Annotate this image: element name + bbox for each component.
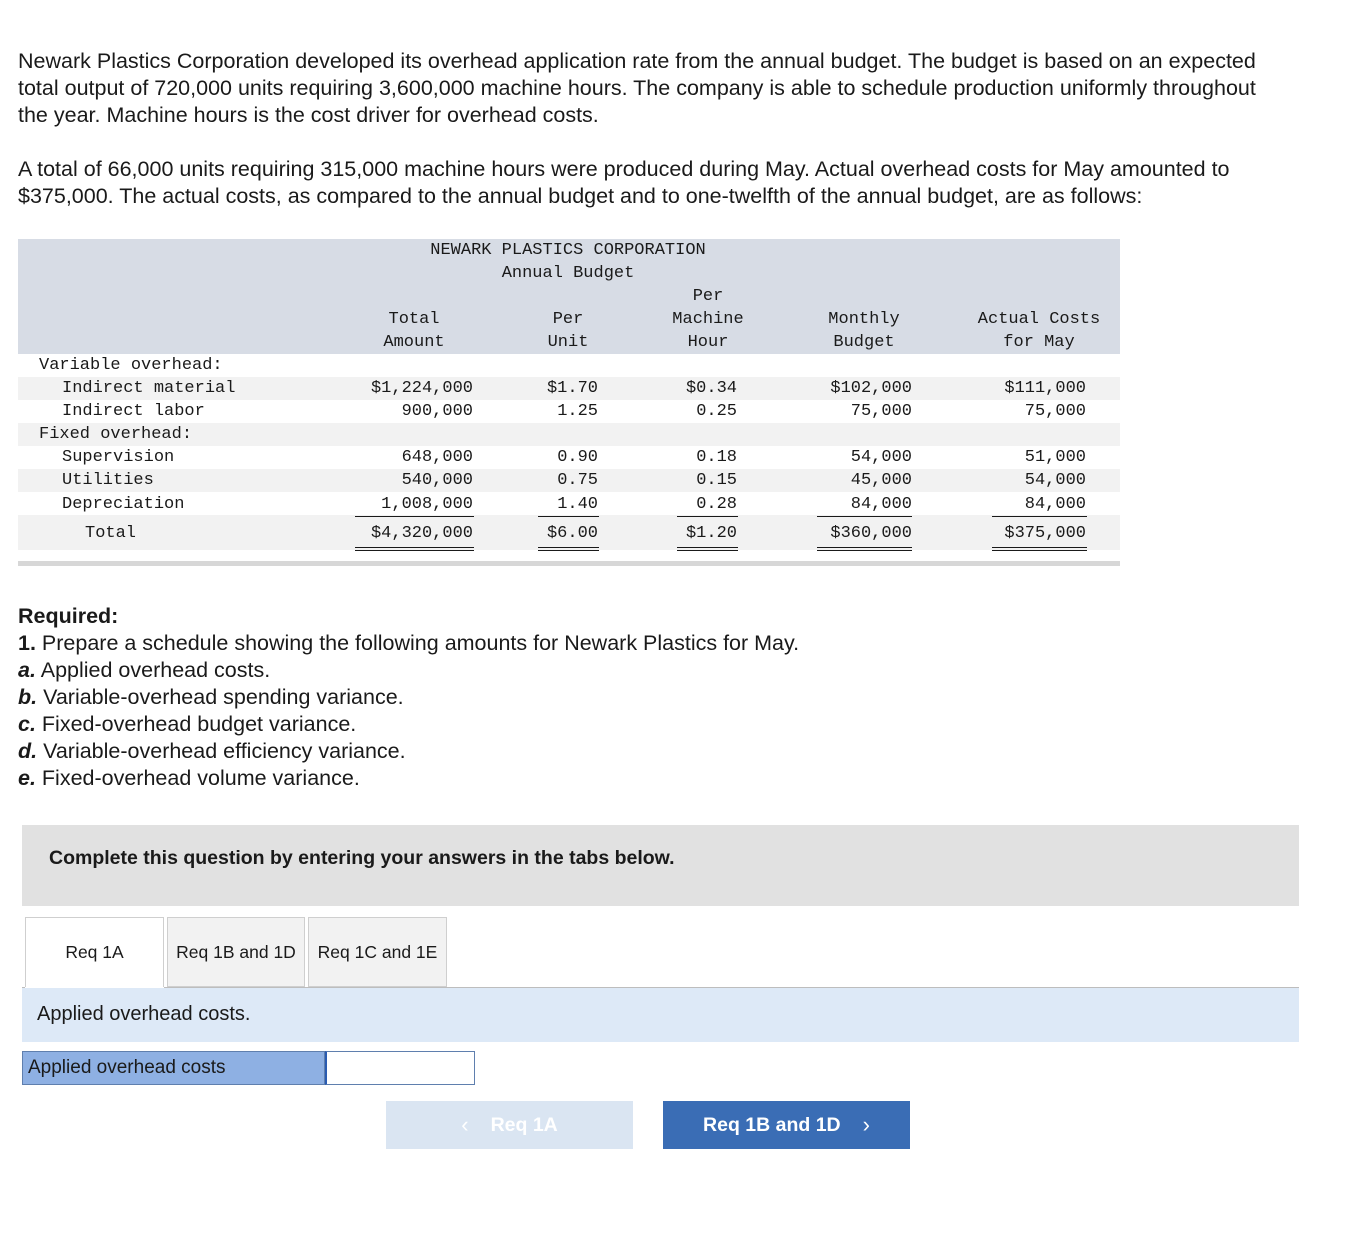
total-per-machine-hour: $1.20 (685, 524, 737, 543)
panel-heading (22, 988, 1299, 1042)
cell-per-machine-hour: 0.28 (696, 495, 737, 514)
subtotal-underline (538, 516, 599, 517)
cell-monthly-budget: 45,000 (850, 471, 912, 490)
required-heading: Required: (18, 604, 119, 628)
tab-req-1c-and-1e[interactable]: Req 1C and 1E (308, 917, 447, 987)
header-actual-costs: for May (1003, 333, 1075, 352)
cell-monthly-budget: 84,000 (850, 495, 912, 514)
header-total: Total (388, 310, 440, 329)
header-per-machine-hour: Per (692, 287, 724, 306)
header-total: Amount (383, 333, 445, 352)
intro-line: A total of 66,000 units requiring 315,000 machine hours were produced during May. Actual overhead costs for May amounted to (18, 157, 1230, 181)
cell-total: 1,008,000 (381, 495, 473, 514)
cell-per-unit: 0.90 (557, 448, 598, 467)
total-double-underline (677, 550, 738, 551)
cell-total: 900,000 (401, 402, 473, 421)
header-per-unit: Per (552, 310, 584, 329)
intro-line: Newark Plastics Corporation developed its overhead application rate from the annual budget. The budget is based on an expected (18, 49, 1256, 73)
cell-actual-costs: 51,000 (1024, 448, 1086, 467)
intro-line: $375,000. The actual costs, as compared to the annual budget and to one-twelfth of the annual budget, are as follows: (18, 184, 1143, 208)
next-button-label: Req 1B and 1D (703, 1113, 841, 1136)
next-button[interactable] (663, 1101, 910, 1149)
cell-monthly-budget: 54,000 (850, 448, 912, 467)
header-per-machine-hour: Hour (687, 333, 729, 352)
instruction-text: Complete this question by entering your answers in the tabs below. (49, 847, 675, 869)
subtotal-underline (992, 516, 1087, 517)
subtotal-underline (677, 516, 738, 517)
chevron-right-icon: › (862, 1112, 870, 1137)
cell-actual-costs: 84,000 (1024, 495, 1086, 514)
total-amount: $4,320,000 (370, 524, 473, 543)
budget-subtitle: Annual Budget (501, 264, 635, 283)
cell-actual-costs: 54,000 (1024, 471, 1086, 490)
total-monthly-budget: $360,000 (830, 524, 912, 543)
header-monthly-budget: Budget (833, 333, 895, 352)
cell-per-machine-hour: 0.18 (696, 448, 737, 467)
required-section (18, 603, 799, 792)
intro-line: total output of 720,000 units requiring 3,600,000 machine hours. The company is able to schedule production uniformly throughout (18, 76, 1256, 100)
cell-per-machine-hour: 0.15 (696, 471, 737, 490)
intro-paragraph-2 (18, 156, 1370, 210)
row-label: Indirect material (62, 379, 236, 398)
total-double-underline (817, 547, 912, 548)
cell-per-unit: 1.25 (557, 402, 598, 421)
required-item: e. Fixed-overhead volume variance. (18, 766, 360, 790)
total-double-underline (538, 547, 599, 548)
required-item: 1. Prepare a schedule showing the following amounts for Newark Plastics for May. (18, 631, 800, 655)
cell-monthly-budget: $102,000 (830, 379, 912, 398)
required-item: c. Fixed-overhead budget variance. (18, 712, 357, 736)
prev-button-label: Req 1A (490, 1113, 558, 1136)
section-fixed-overhead: Fixed overhead: (39, 425, 193, 444)
cell-monthly-budget: 75,000 (850, 402, 912, 421)
cell-per-unit: 1.40 (557, 495, 598, 514)
row-label: Supervision (62, 448, 175, 467)
total-double-underline (677, 547, 738, 548)
tab-req-1a[interactable]: Req 1A (25, 917, 164, 987)
subtotal-underline (355, 516, 474, 517)
cell-actual-costs: 75,000 (1024, 402, 1086, 421)
applied-overhead-input[interactable] (325, 1051, 475, 1085)
header-actual-costs: Actual Costs (977, 310, 1101, 329)
instruction-box (22, 825, 1299, 906)
row-label: Utilities (62, 471, 154, 490)
cell-per-machine-hour: 0.25 (696, 402, 737, 421)
total-actual-costs: $375,000 (1004, 524, 1086, 543)
total-label: Total (85, 524, 137, 543)
total-double-underline (355, 547, 474, 548)
header-per-machine-hour: Machine (672, 310, 744, 329)
cell-per-unit: $1.70 (546, 379, 598, 398)
table-bottom-bar (18, 561, 1120, 566)
total-double-underline (817, 550, 912, 551)
cell-per-machine-hour: $0.34 (685, 379, 737, 398)
required-item: a. Applied overhead costs. (18, 658, 271, 682)
cell-actual-costs: $111,000 (1004, 379, 1086, 398)
cell-total: 648,000 (401, 448, 473, 467)
subtotal-underline (817, 516, 912, 517)
total-double-underline (355, 550, 474, 551)
total-double-underline (538, 550, 599, 551)
header-per-unit: Unit (547, 333, 589, 352)
cell-total: $1,224,000 (370, 379, 473, 398)
intro-paragraph-1 (18, 48, 1370, 129)
chevron-left-icon: ‹ (461, 1112, 469, 1137)
section-variable-overhead: Variable overhead: (39, 356, 223, 375)
cell-total: 540,000 (401, 471, 473, 490)
required-item: d. Variable-overhead efficiency variance. (18, 739, 406, 763)
tab-req-1b-and-1d[interactable]: Req 1B and 1D (167, 917, 305, 987)
company-title: NEWARK PLASTICS CORPORATION (430, 241, 706, 260)
required-item: b. Variable-overhead spending variance. (18, 685, 404, 709)
total-double-underline (992, 550, 1087, 551)
header-monthly-budget: Monthly (828, 310, 900, 329)
total-double-underline (992, 547, 1087, 548)
prev-button[interactable] (386, 1101, 633, 1149)
annual-budget-table (18, 239, 1120, 566)
row-label: Depreciation (62, 495, 185, 514)
row-label: Indirect labor (62, 402, 205, 421)
intro-line: the year. Machine hours is the cost driver for overhead costs. (18, 103, 599, 127)
total-per-unit: $6.00 (546, 524, 598, 543)
cell-per-unit: 0.75 (557, 471, 598, 490)
panel-heading-text: Applied overhead costs. (37, 1003, 251, 1025)
answer-label: Applied overhead costs (22, 1051, 325, 1085)
